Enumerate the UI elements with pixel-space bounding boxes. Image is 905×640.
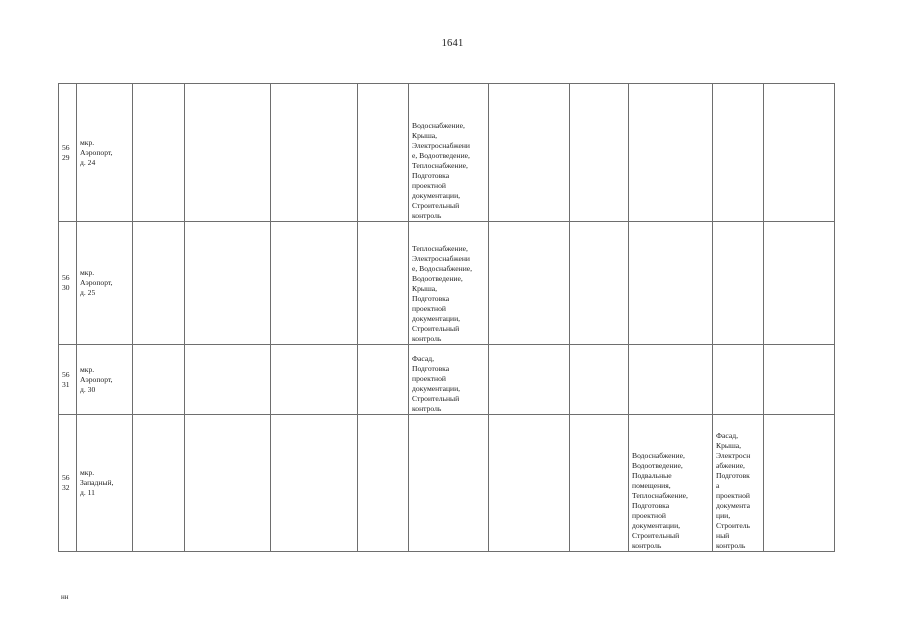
empty-cell [570,222,629,345]
empty-cell [764,345,835,415]
empty-cell [764,84,835,222]
empty-cell [358,84,409,222]
empty-cell [489,84,570,222]
empty-cell [271,345,358,415]
works-text: Теплоснабжение, Электроснабжени е, Водоснабжение, Водоотведение, Крыша, Подготовка проектной документации, Строительный контроль [412,244,473,343]
works-cell [713,84,764,222]
repair-program-table [58,83,835,552]
empty-cell [133,415,185,552]
empty-cell [133,345,185,415]
table-row [59,222,835,345]
page-number: 1641 [441,38,464,49]
works-cell [713,415,764,552]
empty-cell [489,345,570,415]
empty-cell [358,222,409,345]
works-cell [713,222,764,345]
works-text: Водоснабжение, Крыша, Электроснабжени е, Водоотведение, Теплоснабжение, Подготовка проектной документации, Строительный контроль [412,121,470,220]
empty-cell [185,415,271,552]
works-cell [409,345,489,415]
works-cell [409,415,489,552]
empty-cell [271,222,358,345]
empty-cell [570,84,629,222]
works-cell [629,222,713,345]
works-cell [409,84,489,222]
row-number: 56 29 [59,84,77,222]
works-text: Фасад, Подготовка проектной документации, Строительный контроль [412,354,461,413]
works-cell [629,345,713,415]
empty-cell [358,415,409,552]
footer-mark: нн [61,593,69,601]
empty-cell [570,345,629,415]
empty-cell [271,415,358,552]
row-number: 56 32 [59,415,77,552]
row-number: 56 31 [59,345,77,415]
works-cell [409,222,489,345]
works-text: Водоснабжение, Водоотведение, Подвальные помещения, Теплоснабжение, Подготовка проектной документации, Строительный контроль [632,451,688,550]
address-cell: мкр. Аэропорт, д. 24 [77,84,133,222]
table-row [59,84,835,222]
empty-cell [133,84,185,222]
address-cell: мкр. Аэропорт, д. 30 [77,345,133,415]
empty-cell [358,345,409,415]
table-row [59,345,835,415]
empty-cell [185,345,271,415]
empty-cell [489,415,570,552]
empty-cell [185,84,271,222]
empty-cell [764,222,835,345]
empty-cell [764,415,835,552]
table-row [59,415,835,552]
works-cell [629,415,713,552]
works-text: Фасад, Крыша, Электросн абжение, Подготовк а проектной документа ции, Строитель ный контроль [716,431,751,550]
address-cell: мкр. Западный, д. 11 [77,415,133,552]
empty-cell [570,415,629,552]
works-cell [629,84,713,222]
address-cell: мкр. Аэропорт, д. 25 [77,222,133,345]
empty-cell [185,222,271,345]
row-number: 56 30 [59,222,77,345]
works-cell [713,345,764,415]
empty-cell [489,222,570,345]
empty-cell [133,222,185,345]
empty-cell [271,84,358,222]
